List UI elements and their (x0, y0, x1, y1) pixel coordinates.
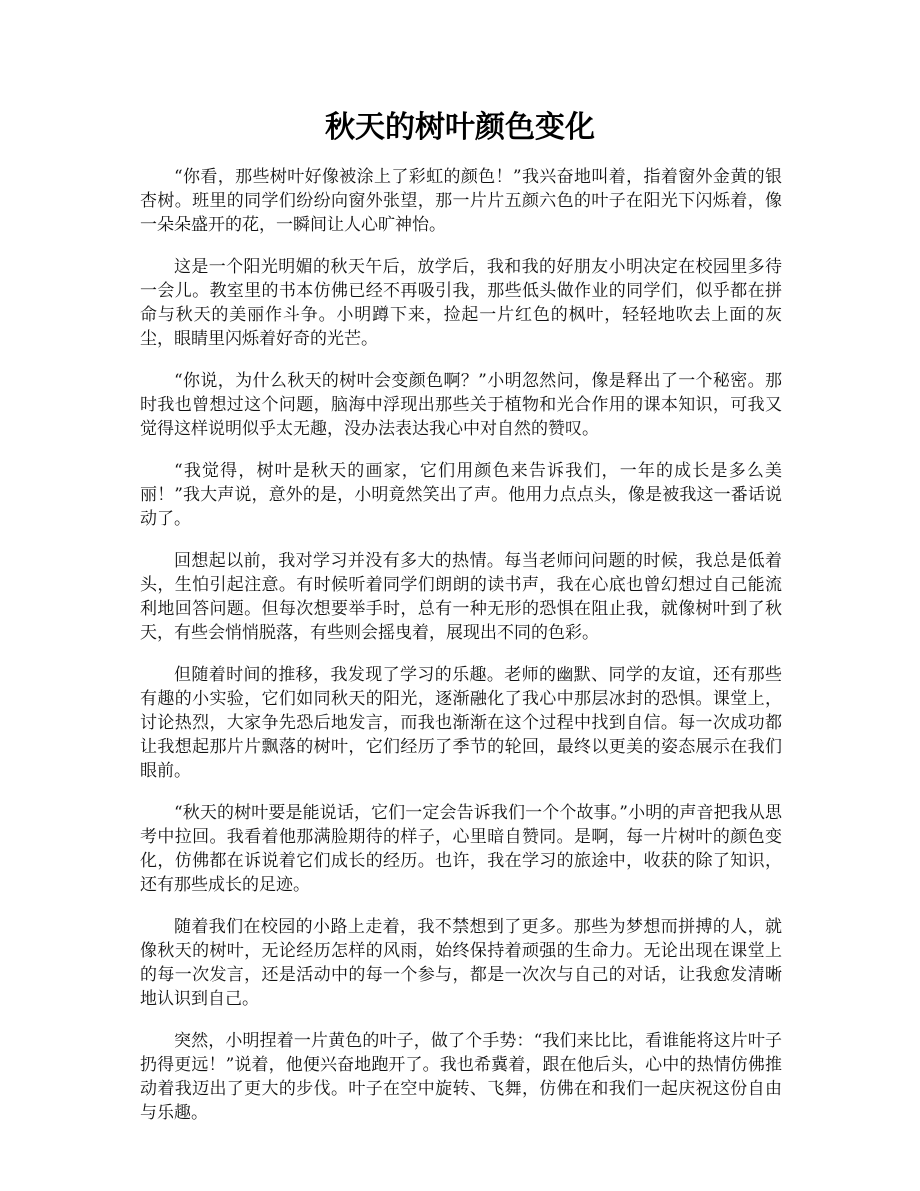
paragraph: 突然，小明捏着一片黄色的叶子，做了个手势：“我们来比比，看谁能将这片叶子扔得更远！”说着，他便兴奋地跑开了。我也希冀着，跟在他后头，心中的热情仿佛推动着我迈出了更大的步伐。叶子在空中旋转、飞舞，仿佛在和我们一起庆祝这份自由与乐趣。 (140, 1031, 782, 1123)
paragraph: “你看，那些树叶好像被涂上了彩虹的颜色！”我兴奋地叫着，指着窗外金黄的银杏树。班里的同学们纷纷向窗外张望，那一片片五颜六色的叶子在阳光下闪烁着，像一朵朵盛开的花，一瞬间让人心旷神怡。 (140, 167, 782, 235)
paragraph: “你说，为什么秋天的树叶会变颜色啊？”小明忽然问，像是释出了一个秘密。那时我也曾想过这个问题，脑海中浮现出那些关于植物和光合作用的课本知识，可我又觉得这样说明似乎太无趣，没办法表达我心中对自然的赞叹。 (140, 371, 782, 439)
document-title: 秋天的树叶颜色变化 (325, 110, 595, 145)
paragraph: “秋天的树叶要是能说话，它们一定会告诉我们一个个故事。”小明的声音把我从思考中拉回。我看着他那满脸期待的样子，心里暗自赞同。是啊，每一片树叶的颜色变化，仿佛都在诉说着它们成长的经历。也许，我在学习的旅途中，收获的除了知识，还有那些成长的足迹。 (140, 803, 782, 895)
paragraph: 回想起以前，我对学习并没有多大的热情。每当老师问问题的时候，我总是低着头，生怕引起注意。有时候听着同学们朗朗的读书声，我在心底也曾幻想过自己能流利地回答问题。但每次想要举手时，总有一种无形的恐惧在阻止我，就像树叶到了秋天，有些会悄悄脱落，有些则会摇曳着，展现出不同的色彩。 (140, 551, 782, 643)
paragraph: 随着我们在校园的小路上走着，我不禁想到了更多。那些为梦想而拼搏的人，就像秋天的树叶，无论经历怎样的风雨，始终保持着顽强的生命力。无论出现在课堂上的每一次发言，还是活动中的每一个参与，都是一次次与自己的对话，让我愈发清晰地认识到自己。 (140, 917, 782, 1009)
document-body (140, 165, 782, 1143)
paragraph: 但随着时间的推移，我发现了学习的乐趣。老师的幽默、同学的友谊，还有那些有趣的小实验，它们如同秋天的阳光，逐渐融化了我心中那层冰封的恐惧。课堂上，讨论热烈，大家争先恐后地发言，而我也渐渐在这个过程中找到自信。每一次成功都让我想起那片片飘落的树叶，它们经历了季节的轮回，最终以更美的姿态展示在我们眼前。 (140, 665, 782, 781)
paragraph: 这是一个阳光明媚的秋天午后，放学后，我和我的好朋友小明决定在校园里多待一会儿。教室里的书本仿佛已经不再吸引我，那些低头做作业的同学们，似乎都在拼命与秋天的美丽作斗争。小明蹲下来，捡起一片红色的枫叶，轻轻地吹去上面的灰尘，眼睛里闪烁着好奇的光芒。 (140, 257, 782, 349)
paragraph: “我觉得，树叶是秋天的画家，它们用颜色来告诉我们，一年的成长是多么美丽！”我大声说，意外的是，小明竟然笑出了声。他用力点点头，像是被我这一番话说动了。 (140, 461, 782, 529)
